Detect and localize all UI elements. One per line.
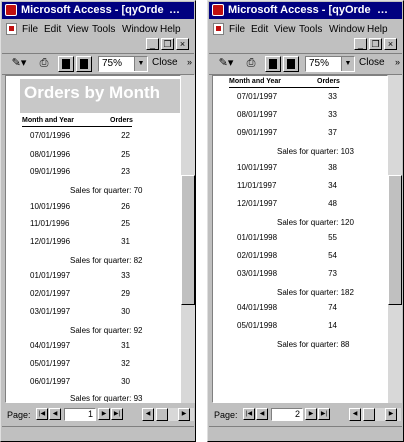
row-orders: 30	[121, 307, 130, 316]
window-title: Microsoft Access - [qyOrde	[21, 4, 164, 16]
restore-button[interactable]: ❐	[369, 38, 382, 50]
report-header-band	[20, 79, 180, 113]
row-date: 06/01/1997	[30, 377, 71, 386]
row-date: 01/01/1998	[237, 233, 278, 242]
row-date: 05/01/1998	[237, 321, 278, 330]
minimize-button[interactable]: _	[146, 38, 159, 50]
row-date: 04/01/1998	[237, 303, 278, 312]
status-strip	[209, 426, 402, 442]
title-overflow-indicator: …	[169, 4, 180, 16]
column-header-month: Month and Year	[22, 117, 74, 124]
menu-help[interactable]: Help	[367, 24, 388, 35]
quarter-total: Sales for quarter: 182	[277, 288, 354, 297]
menu-edit[interactable]: Edit	[44, 24, 62, 35]
close-preview-button[interactable]: Close	[359, 57, 385, 68]
close-document-button[interactable]: ×	[176, 38, 189, 50]
first-page-icon[interactable]: |◀	[36, 408, 48, 420]
toolbar-overflow-icon[interactable]: »	[394, 57, 400, 67]
access-key-icon[interactable]	[212, 4, 224, 16]
title-bar[interactable]	[2, 2, 194, 19]
scroll-thumb[interactable]	[181, 175, 195, 305]
row-date: 02/01/1997	[30, 289, 71, 298]
first-page-icon[interactable]: |◀	[243, 408, 255, 420]
page-navigation-bar	[2, 405, 194, 425]
print-preview-toolbar	[2, 53, 194, 75]
row-orders: 25	[121, 219, 130, 228]
quarter-total: Sales for quarter: 70	[70, 186, 143, 195]
row-orders: 33	[121, 271, 130, 280]
row-orders: 73	[328, 269, 337, 278]
row-orders: 31	[121, 237, 130, 246]
zoom-value: 75%	[102, 58, 123, 69]
menu-edit[interactable]: Edit	[251, 24, 269, 35]
row-date: 08/01/1997	[237, 110, 278, 119]
row-date: 09/01/1997	[237, 128, 278, 137]
row-orders: 55	[328, 233, 337, 242]
row-date: 02/01/1998	[237, 251, 278, 260]
row-date: 03/01/1998	[237, 269, 278, 278]
window-title: Microsoft Access - [qyOrde	[228, 4, 371, 16]
close-document-button[interactable]: ×	[384, 38, 397, 50]
scroll-right-icon[interactable]: ▶	[178, 408, 190, 421]
row-orders: 74	[328, 303, 337, 312]
quarter-total: Sales for quarter: 93	[70, 394, 143, 403]
menu-bar	[2, 20, 194, 38]
chevron-down-icon[interactable]: ▼	[134, 57, 147, 71]
menu-view[interactable]: View	[274, 24, 296, 35]
document-window-controls	[146, 38, 190, 52]
scroll-thumb-horizontal[interactable]	[156, 408, 168, 421]
next-page-icon[interactable]: ▶	[305, 408, 317, 420]
last-page-icon[interactable]: ▶|	[318, 408, 330, 420]
horizontal-scrollbar[interactable]	[142, 408, 194, 421]
last-page-icon[interactable]: ▶|	[111, 408, 123, 420]
row-date: 01/01/1997	[30, 271, 71, 280]
scroll-left-icon[interactable]: ◀	[349, 408, 361, 421]
row-date: 04/01/1997	[30, 341, 71, 350]
row-date: 11/01/1997	[237, 181, 277, 190]
quarter-total: Sales for quarter: 120	[277, 218, 354, 227]
menu-file[interactable]: File	[229, 24, 246, 35]
menu-window[interactable]: Window	[122, 24, 158, 35]
quarter-total: Sales for quarter: 103	[277, 147, 354, 156]
view-icon[interactable]: ✎▾	[218, 57, 234, 69]
access-window-page2	[207, 0, 404, 442]
row-orders: 33	[328, 110, 337, 119]
row-date: 09/01/1996	[30, 167, 71, 176]
row-orders: 22	[121, 131, 130, 140]
row-orders: 30	[121, 377, 130, 386]
restore-button[interactable]: ❐	[161, 38, 174, 50]
row-orders: 37	[328, 128, 337, 137]
document-control-icon[interactable]	[6, 23, 17, 35]
row-date: 12/01/1996	[30, 237, 71, 246]
row-orders: 38	[328, 163, 337, 172]
page-number-input[interactable]: 2	[271, 408, 303, 421]
two-pages-icon[interactable]	[76, 56, 92, 72]
row-date: 07/01/1996	[30, 131, 71, 140]
row-date: 12/01/1997	[237, 199, 278, 208]
print-icon[interactable]: ⎙	[246, 57, 256, 69]
header-rule	[229, 87, 339, 88]
access-key-icon[interactable]	[5, 4, 17, 16]
zoom-select[interactable]	[98, 56, 148, 72]
report-title: Orders by Month	[24, 83, 161, 102]
scroll-left-icon[interactable]: ◀	[142, 408, 154, 421]
view-icon[interactable]: ✎▾	[11, 57, 27, 69]
row-date: 08/01/1996	[30, 150, 71, 159]
scroll-thumb-horizontal[interactable]	[363, 408, 375, 421]
menu-window[interactable]: Window	[329, 24, 365, 35]
next-page-icon[interactable]: ▶	[98, 408, 110, 420]
column-header-orders: Orders	[110, 117, 133, 124]
row-orders: 14	[328, 321, 337, 330]
row-orders: 48	[328, 199, 337, 208]
menu-tools[interactable]: Tools	[92, 24, 116, 35]
vertical-scrollbar[interactable]	[388, 75, 402, 403]
zoom-select[interactable]	[305, 56, 355, 72]
horizontal-scrollbar[interactable]	[349, 408, 401, 421]
menu-tools[interactable]: Tools	[299, 24, 323, 35]
row-orders: 26	[121, 202, 130, 211]
row-date: 10/01/1996	[30, 202, 71, 211]
menu-file[interactable]: File	[22, 24, 39, 35]
row-date: 03/01/1997	[30, 307, 71, 316]
page-label: Page:	[7, 410, 31, 420]
row-orders: 34	[328, 181, 337, 190]
row-orders: 31	[121, 341, 130, 350]
document-control-icon[interactable]	[213, 23, 224, 35]
one-page-icon[interactable]	[58, 56, 74, 72]
report-page	[212, 75, 388, 403]
zoom-value: 75%	[309, 58, 330, 69]
print-icon[interactable]: ⎙	[39, 57, 49, 69]
quarter-total: Sales for quarter: 82	[70, 256, 143, 265]
header-rule	[22, 126, 132, 127]
row-date: 11/01/1996	[30, 219, 70, 228]
scroll-right-icon[interactable]: ▶	[385, 408, 397, 421]
quarter-total: Sales for quarter: 92	[70, 326, 143, 335]
title-overflow-indicator: …	[377, 4, 388, 16]
column-header-orders: Orders	[317, 78, 340, 85]
row-date: 07/01/1997	[237, 92, 278, 101]
previous-page-icon[interactable]: ◀	[49, 408, 61, 420]
document-window-controls	[354, 38, 398, 52]
column-header-month: Month and Year	[229, 78, 281, 85]
print-preview-toolbar	[209, 53, 402, 75]
report-page	[5, 75, 181, 403]
close-preview-button[interactable]: Close	[152, 57, 178, 68]
page-number-input[interactable]: 1	[64, 408, 96, 421]
row-orders: 33	[328, 92, 337, 101]
toolbar-overflow-icon[interactable]: »	[186, 57, 192, 67]
row-orders: 29	[121, 289, 130, 298]
access-window-page1	[0, 0, 196, 442]
menu-bar	[209, 20, 402, 38]
chevron-down-icon[interactable]: ▼	[341, 57, 354, 71]
row-date: 10/01/1997	[237, 163, 278, 172]
row-orders: 54	[328, 251, 337, 260]
minimize-button[interactable]: _	[354, 38, 367, 50]
scroll-thumb[interactable]	[388, 175, 402, 305]
two-pages-icon[interactable]	[283, 56, 299, 72]
previous-page-icon[interactable]: ◀	[256, 408, 268, 420]
one-page-icon[interactable]	[265, 56, 281, 72]
status-strip	[2, 426, 194, 442]
page-label: Page:	[214, 410, 238, 420]
quarter-total: Sales for quarter: 88	[277, 340, 350, 349]
menu-view[interactable]: View	[67, 24, 89, 35]
page-navigation-bar	[209, 405, 402, 425]
vertical-scrollbar[interactable]	[181, 75, 195, 403]
title-bar[interactable]	[209, 2, 402, 19]
row-orders: 25	[121, 150, 130, 159]
menu-help[interactable]: Help	[160, 24, 181, 35]
row-orders: 23	[121, 167, 130, 176]
row-orders: 32	[121, 359, 130, 368]
row-date: 05/01/1997	[30, 359, 71, 368]
